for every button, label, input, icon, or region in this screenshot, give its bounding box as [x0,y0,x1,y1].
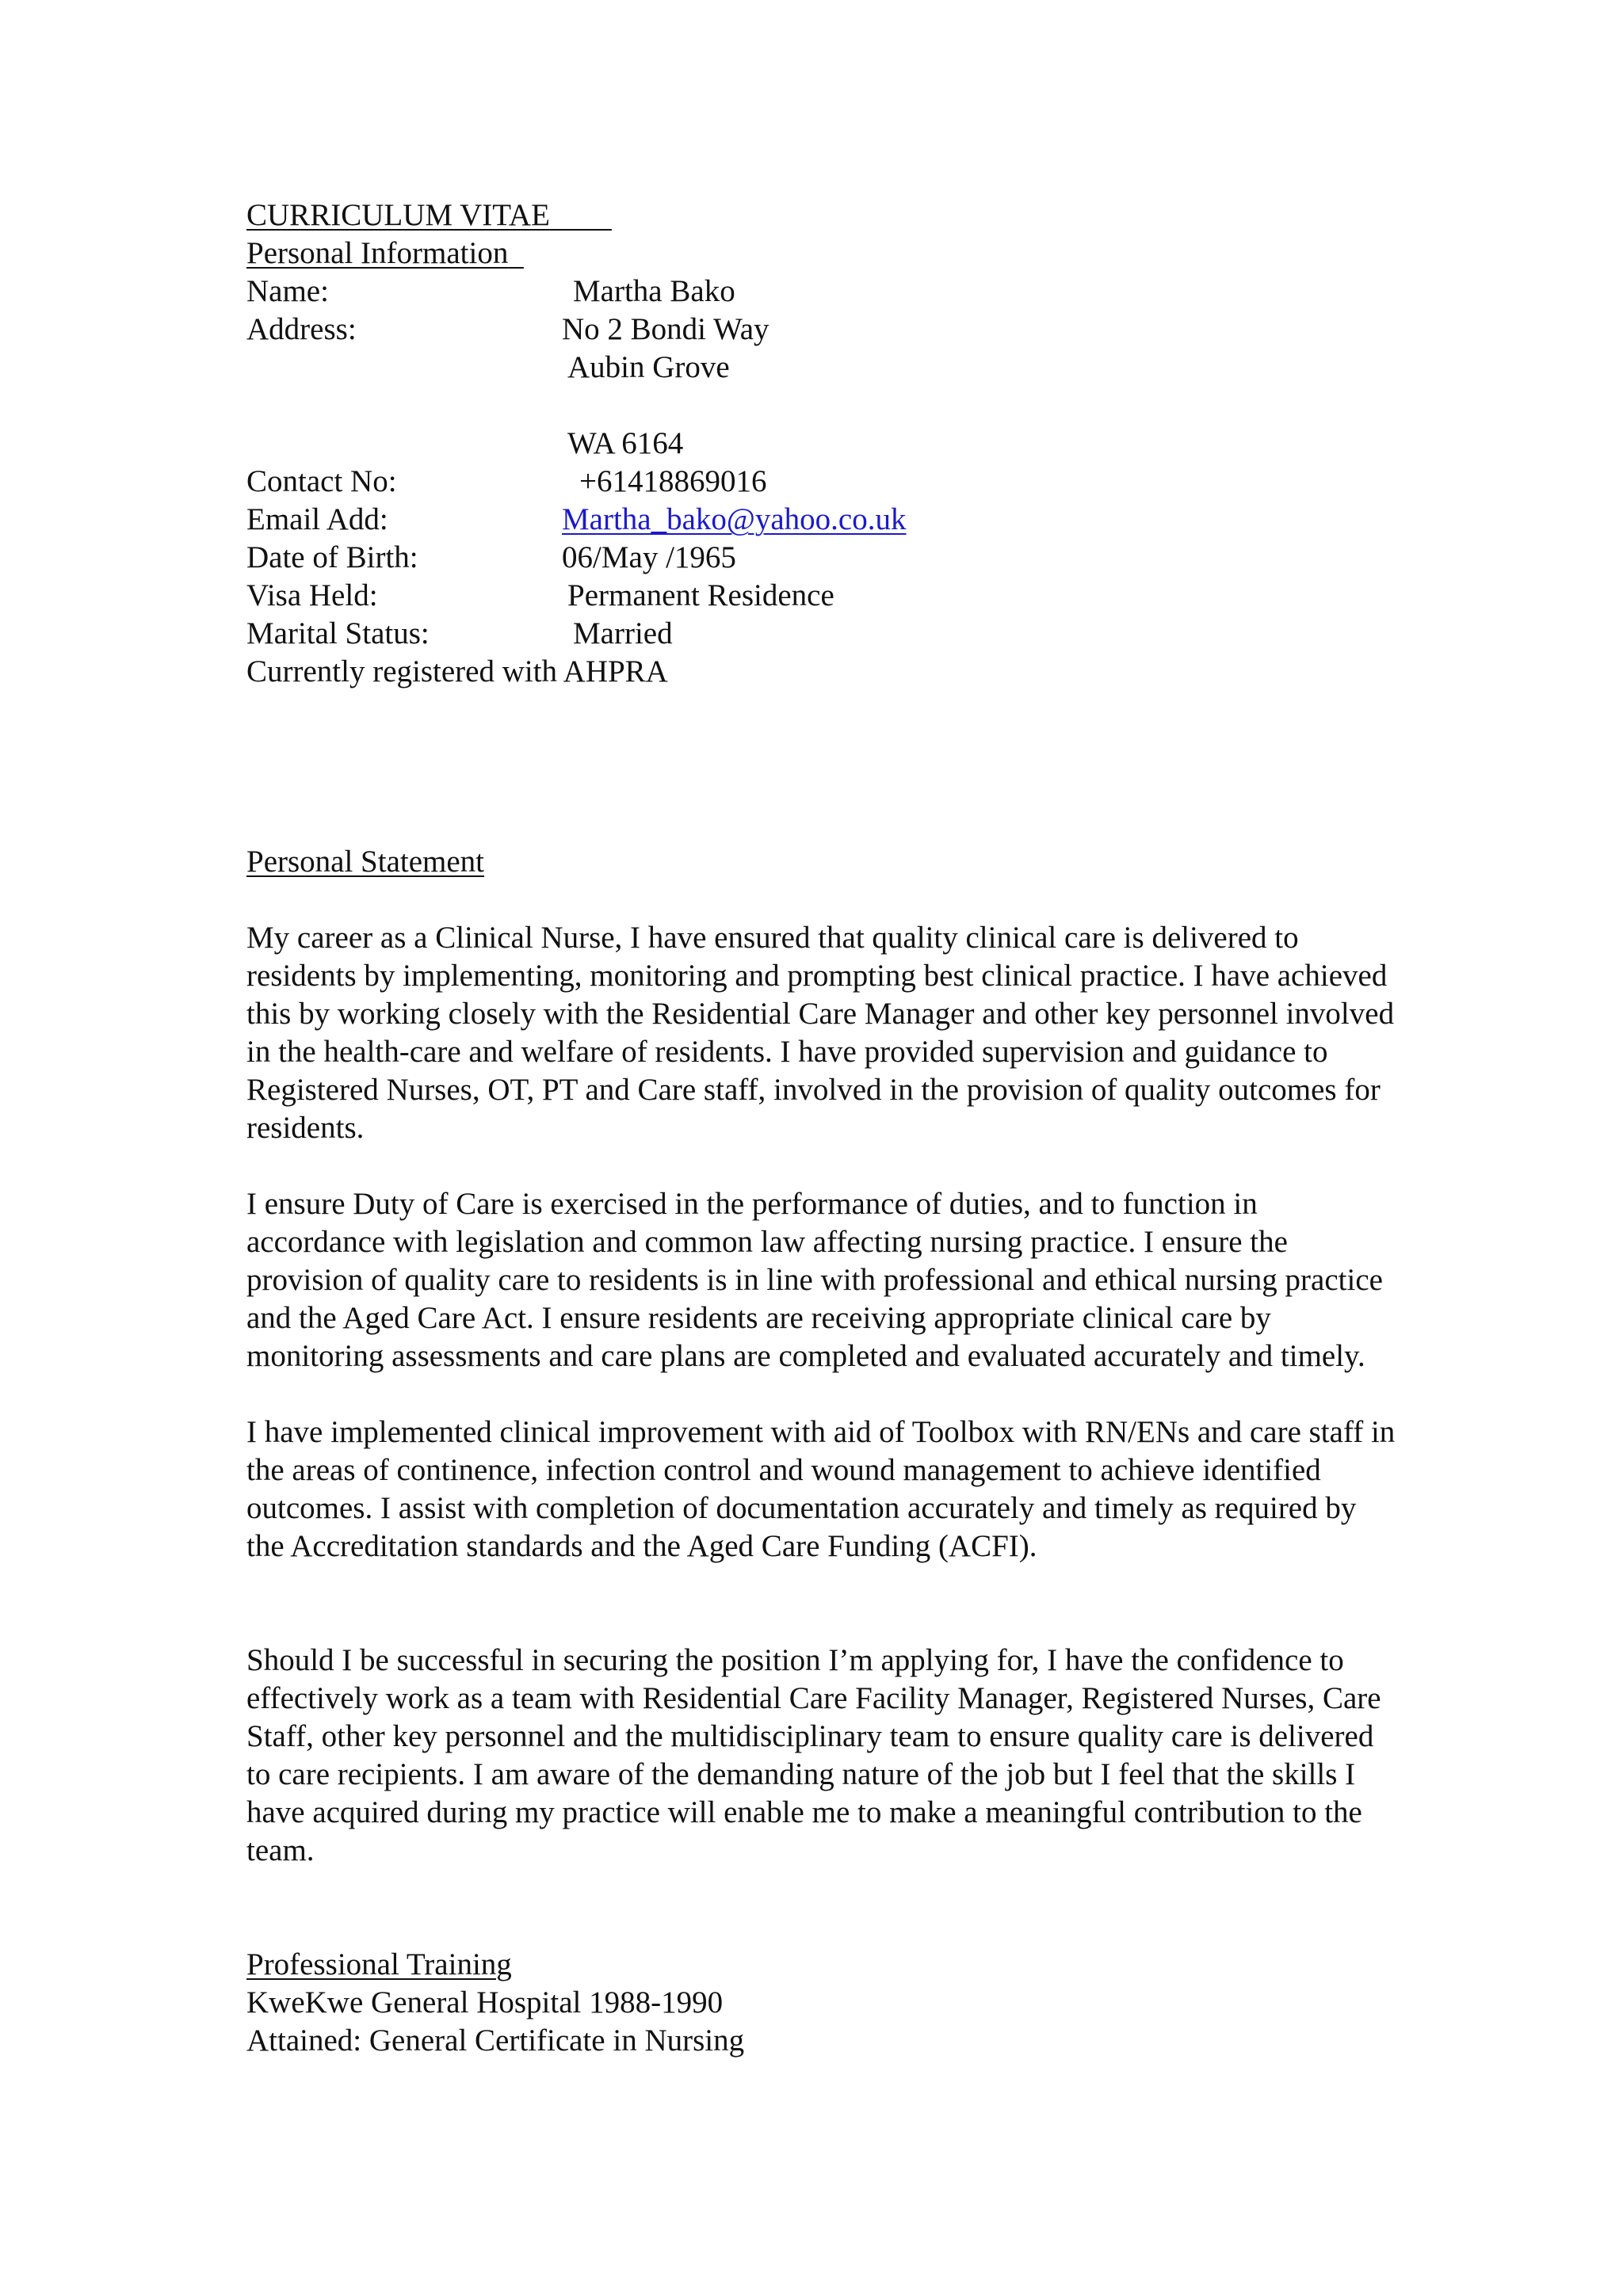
name-row [246,273,1396,311]
marital-value: Married [573,616,673,650]
contact-row [246,463,1396,501]
personal-info-underline-tail [508,236,524,270]
statement-heading: Personal Statement [246,845,485,879]
email-link[interactable]: Martha_bako@yahoo.co.uk [562,502,907,536]
dob-label: Date of Birth: [246,540,418,574]
name-label: Name: [246,274,329,308]
training-heading: Professional Training [246,1947,512,1981]
cv-title-line [246,196,1396,235]
visa-value: Permanent Residence [567,578,834,612]
dob-value: 06/May /1965 [562,540,736,574]
email-row [246,501,1396,539]
statement-paragraph-3: I have implemented clinical improvement with aid of Toolbox with RN/ENs and care staff in the areas of continence, infection control and wound management to achieve identified outcomes. I assist with completion of documentation accurately and timely as required by the Accreditation standards and the Aged Care Funding (ACFI). [246,1415,1396,1563]
address-row [246,311,1396,349]
cv-title: CURRICULUM VITAE [246,198,550,232]
spacer [246,1870,1396,1946]
training-heading-line [246,1946,1396,1984]
training-institution: KweKwe General Hospital 1988-1990 [246,1985,724,2019]
address-row-2 [246,349,1396,387]
cv-title-underline-tail [550,198,612,232]
visa-label: Visa Held: [246,578,378,612]
visa-row [246,577,1396,615]
marital-row [246,615,1396,653]
address-row-3 [246,425,1396,463]
dob-row [246,539,1396,577]
spacer [246,1566,1396,1642]
address-line-1: No 2 Bondi Way [562,312,769,346]
registration-row [246,653,1396,691]
spacer [246,1375,1396,1413]
statement-paragraph-1: My career as a Clinical Nurse, I have ensured that quality clinical care is delivered to residents by implementing, monitoring and prompting best clinical practice. I have achieved this by working closely with the Residential Care Manager and other key personnel involved in the health-care and welfare of residents. I have provided supervision and guidance to Registered Nurses, OT, PT and Care staff, involved in the provision of quality outcomes for residents. [246,921,1395,1145]
personal-info-heading: Personal Information [246,236,509,270]
address-blank-row [246,387,1396,425]
statement-heading-line [246,843,1396,881]
cv-document [246,196,1396,2060]
contact-value: +61418869016 [579,464,767,498]
statement-paragraph-4: Should I be successful in securing the position I’m applying for, I have the confidence to effectively work as a team with Residential Care Facility Manager, Registered Nurses, Care Staff, other key personnel and the multidisciplinary team to ensure quality care is delivered to care recipients. I am aware of the demanding nature of the job but I feel that the skills I have acquired during my practice will enable me to make a meaningful contribution to the team. [246,1643,1381,1867]
spacer [246,1147,1396,1185]
marital-label: Marital Status: [246,616,430,650]
spacer [246,881,1396,919]
registration-text: Currently registered with AHPRA [246,654,668,688]
training-institution-row [246,1984,1396,2022]
email-label: Email Add: [246,502,388,536]
address-line-3: WA 6164 [567,426,684,460]
personal-info-heading-line [246,235,1396,273]
training-attained-row [246,2022,1396,2060]
spacer [246,691,1396,843]
address-line-2: Aubin Grove [567,350,730,384]
address-label: Address: [246,312,357,346]
name-value: Martha Bako [573,274,735,308]
statement-paragraph-2: I ensure Duty of Care is exercised in the performance of duties, and to function in accordance with legislation and common law affecting nursing practice. I ensure the provision of quality care to residents is in line with professional and ethical nursing practice and the Aged Care Act. I ensure residents are receiving appropriate clinical care by monitoring assessments and care plans are completed and evaluated accurately and timely. [246,1187,1383,1373]
training-attained: Attained: General Certificate in Nursing [246,2023,745,2058]
contact-label: Contact No: [246,464,397,498]
